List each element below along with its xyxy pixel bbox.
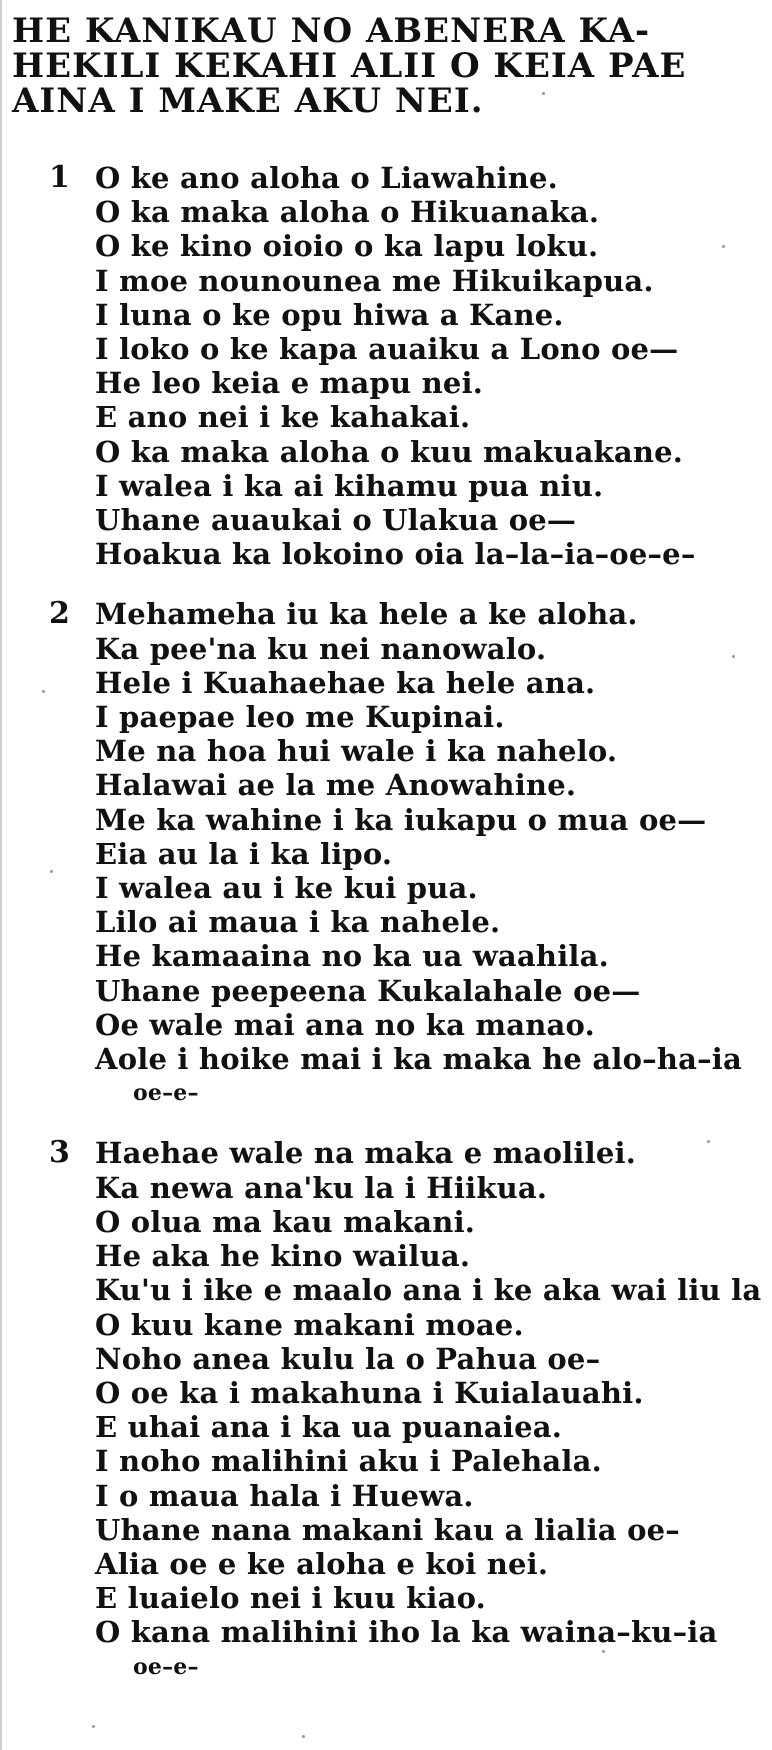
- verse-line: Alia oe e ke aloha e koi nei.: [95, 1546, 549, 1581]
- verse-line: He aka he kino wailua.: [95, 1239, 471, 1274]
- print-speck: [542, 92, 545, 95]
- verse-line-continuation: oe–e–: [133, 1653, 199, 1680]
- verse-line: E luaielo nei i kuu kiao.: [95, 1581, 486, 1616]
- verse-line: He leo keia e mapu nei.: [95, 366, 484, 401]
- verse-line: Lilo ai maua i ka nahele.: [95, 905, 501, 940]
- print-speck: [602, 1650, 605, 1653]
- print-speck: [707, 1140, 710, 1143]
- verse-line: I o maua hala i Huewa.: [95, 1478, 474, 1513]
- verse-line: Hoakua ka lokoino oia la–la–ia–oe–e–: [95, 537, 696, 572]
- verse-line: Noho anea kulu la o Pahua oe–: [95, 1341, 601, 1376]
- verses: [2, 161, 772, 1684]
- verse-line: O oe ka i makahuna i Kuialauahi.: [95, 1375, 644, 1410]
- title-line-2: HEKILI KEKAHI ALII O KEIA PAE: [12, 46, 687, 86]
- print-speck: [722, 245, 725, 248]
- verse-line: O ka maka aloha o kuu makuakane.: [95, 434, 684, 469]
- print-speck: [50, 870, 53, 873]
- verse-line: O ke kino oioio o ka lapu loku.: [95, 229, 599, 264]
- verse-3: [2, 1136, 772, 1683]
- verse-line: I moe nounounea me Hikuikapua.: [95, 263, 654, 298]
- verse-line: I noho malihini aku i Palehala.: [95, 1444, 602, 1479]
- verse-line: Haehae wale na maka e maolilei.: [95, 1136, 636, 1171]
- verse-line: Me na hoa hui wale i ka nahelo.: [95, 734, 618, 769]
- verse-line: Mehameha iu ka hele a ke aloha.: [95, 597, 638, 632]
- verse-line: I luna o ke opu hiwa a Kane.: [95, 297, 564, 332]
- dirge-title: [2, 6, 752, 119]
- verse-lines: [2, 597, 772, 1110]
- verse-line: I paepae leo me Kupinai.: [95, 700, 505, 735]
- verse-line: Eia au la i ka lipo.: [95, 836, 393, 871]
- verse-line: O ke ano aloha o Liawahine.: [95, 161, 558, 195]
- verse-line: E ano nei i ke kahakai.: [95, 400, 471, 435]
- verse-line: Ku'u i ike e maalo ana i ke aka wai liu la: [95, 1273, 762, 1308]
- verse-line: I walea i ka ai kihamu pua niu.: [95, 468, 604, 503]
- verse-line: Uhane nana makani kau a lialia oe–: [95, 1512, 680, 1547]
- verse-line: Hele i Kuahaehae ka hele ana.: [95, 665, 596, 700]
- verse-line: Oe wale mai ana no ka manao.: [95, 1007, 595, 1042]
- verse-line: Halawai ae la me Anowahine.: [95, 768, 577, 803]
- verse-line: Aole i hoike mai i ka maka he alo–ha–ia: [95, 1042, 743, 1077]
- verse-line: Ka pee'na ku nei nanowalo.: [95, 631, 547, 666]
- verse-line: Uhane peepeena Kukalahale oe—: [95, 973, 641, 1008]
- verse-line: O ka maka aloha o Hikuanaka.: [95, 195, 600, 230]
- print-speck: [42, 690, 45, 693]
- print-speck: [92, 1725, 95, 1728]
- verse-line: O olua ma kau makani.: [95, 1204, 476, 1239]
- verse-line: O kuu kane makani moae.: [95, 1307, 524, 1342]
- verse-line: I walea au i ke kui pua.: [95, 871, 478, 906]
- verse-line: Ka newa ana'ku la i Hiikua.: [95, 1170, 548, 1205]
- verse-lines: [2, 1136, 772, 1683]
- print-speck: [302, 1735, 305, 1738]
- verse-line: E uhai ana i ka ua puanaiea.: [95, 1410, 563, 1445]
- verse-line: Uhane auaukai o Ulakua oe—: [95, 503, 577, 538]
- title-line-3: AINA I MAKE AKU NEI.: [12, 81, 484, 121]
- verse-2: [2, 597, 772, 1110]
- verse-line: Me ka wahine i ka iukapu o mua oe—: [95, 802, 707, 837]
- verse-line-continuation: oe–e–: [133, 1080, 199, 1107]
- print-speck: [732, 655, 735, 658]
- verse-lines: [2, 161, 772, 571]
- verse-line: He kamaaina no ka ua waahila.: [95, 939, 609, 974]
- verse-line: O kana malihini iho la ka waina–ku–ia: [95, 1615, 718, 1650]
- title-line-1: HE KANIKAU NO ABENERA KA-: [12, 11, 651, 51]
- verse-number: 2: [49, 596, 70, 632]
- verse-number: 3: [49, 1135, 70, 1171]
- verse-1: [2, 161, 772, 571]
- verse-number: 1: [49, 160, 70, 195]
- verse-line: I loko o ke kapa auaiku a Lono oe—: [95, 332, 679, 367]
